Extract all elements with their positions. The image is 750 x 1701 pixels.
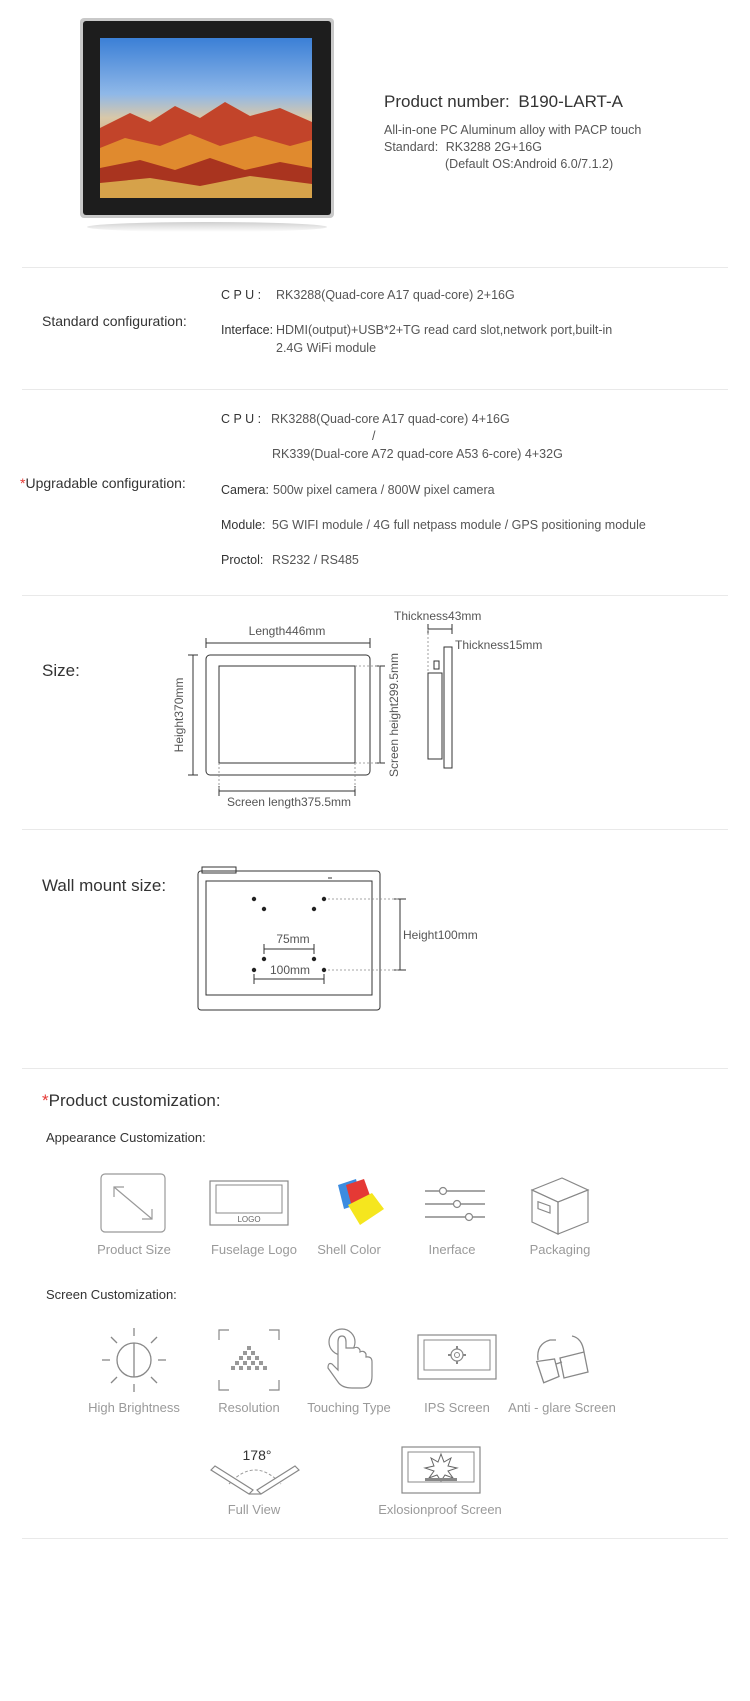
up-cpu-sep: / xyxy=(372,429,376,443)
product-number-label: Product number: xyxy=(384,92,510,111)
screen-label-high-brightness: High Brightness xyxy=(88,1400,180,1415)
divider xyxy=(22,1068,728,1069)
up-module-value: 5G WIFI module / 4G full netpass module / GPS positioning module xyxy=(272,518,646,532)
product-number xyxy=(384,92,623,112)
product-size-icon xyxy=(100,1172,168,1239)
product-number-value: B190-LART-A xyxy=(518,92,623,111)
up-proctol-label: Proctol: xyxy=(221,553,264,567)
std-cpu-value: RK3288(Quad-core A17 quad-core) 2+16G xyxy=(276,288,515,302)
appearance-label-interface: Inerface xyxy=(428,1242,476,1257)
size-diagram xyxy=(160,605,580,815)
product-image xyxy=(80,18,334,220)
screen-label-touching-type: Touching Type xyxy=(307,1400,391,1415)
up-cpu-line1: RK3288(Quad-core A17 quad-core) 4+16G xyxy=(271,412,510,426)
ips-screen-icon xyxy=(417,1334,499,1387)
std-interface-line1: HDMI(output)+USB*2+TG read card slot,network port,built-in xyxy=(276,323,613,337)
divider xyxy=(22,389,728,390)
screen-label-anti-glare: Anti - glare Screen xyxy=(508,1400,616,1415)
std-cpu-label: C P U : xyxy=(221,288,262,302)
divider xyxy=(22,1538,728,1539)
upgrade-config-title-text: Upgradable configuration: xyxy=(25,475,186,491)
appearance-label-shell-color: Shell Color xyxy=(317,1242,381,1257)
appearance-label-product-size: Product Size xyxy=(97,1242,171,1257)
wall-mount-title: Wall mount size: xyxy=(42,876,167,895)
screen-label-full-view: Full View xyxy=(227,1502,281,1517)
size-title: Size: xyxy=(42,661,80,680)
wall-mount-diagram xyxy=(190,862,510,1014)
default-os: (Default OS:Android 6.0/7.1.2) xyxy=(445,157,614,171)
full-view-icon xyxy=(209,1444,301,1503)
resolution-icon xyxy=(217,1328,281,1397)
divider xyxy=(22,267,728,268)
up-cpu-line2: RK339(Dual-core A72 quad-core A53 6-core) 4+32G xyxy=(272,447,563,461)
anti-glare-icon xyxy=(532,1330,592,1397)
interface-icon xyxy=(423,1183,489,1230)
packaging-icon xyxy=(528,1174,592,1241)
product-description: All-in-one PC Aluminum alloy with PACP touch xyxy=(384,123,642,137)
mount-75-label: 75mm xyxy=(276,932,310,946)
mount-100-label: 100mm xyxy=(269,963,311,977)
up-module-label: Module: xyxy=(221,518,266,532)
customization-title-text: Product customization: xyxy=(48,1091,221,1110)
required-asterisk: * xyxy=(20,475,26,491)
upgrade-config-title xyxy=(20,475,186,491)
height-label: Height370mm xyxy=(172,677,186,753)
std-interface-line2: 2.4G WiFi module xyxy=(276,341,377,355)
required-asterisk: * xyxy=(42,1091,49,1110)
product-standard xyxy=(384,140,542,154)
divider xyxy=(22,829,728,830)
divider xyxy=(22,595,728,596)
standard-label: Standard: xyxy=(384,140,439,154)
standard-value: RK3288 2G+16G xyxy=(445,140,542,154)
thickness-panel-label: Thickness15mm xyxy=(455,638,543,652)
explosion-proof-icon xyxy=(401,1446,483,1501)
high-brightness-icon xyxy=(100,1326,168,1399)
tablet-photo xyxy=(80,18,334,234)
appearance-label-fuselage-logo: Fuselage Logo xyxy=(210,1242,297,1257)
fuselage-logo-icon xyxy=(209,1180,291,1233)
customization-title xyxy=(42,1091,221,1111)
appearance-title: Appearance Customization: xyxy=(46,1130,206,1145)
thickness-total-label: Thickness43mm xyxy=(394,609,482,623)
screen-label-resolution: Resolution xyxy=(218,1400,280,1415)
std-interface-label: Interface: xyxy=(221,323,274,337)
standard-config-title: Standard configuration: xyxy=(42,313,187,329)
mount-height-label: Height100mm xyxy=(403,928,478,942)
angle-label: 178° xyxy=(242,1447,272,1463)
up-proctol-value: RS232 / RS485 xyxy=(272,553,359,567)
up-camera-label: Camera: xyxy=(221,483,269,497)
logo-text: LOGO xyxy=(237,1215,261,1224)
touching-type-icon xyxy=(322,1326,378,1397)
appearance-label-packaging: Packaging xyxy=(529,1242,591,1257)
screen-length-label: Screen length375.5mm xyxy=(226,795,352,809)
screen-label-ips: IPS Screen xyxy=(424,1400,490,1415)
shell-color-icon xyxy=(328,1175,388,1238)
screen-height-label: Screen height299.5mm xyxy=(387,652,401,778)
up-camera-value: 500w pixel camera / 800W pixel camera xyxy=(273,483,495,497)
screen-title: Screen Customization: xyxy=(46,1287,177,1302)
screen-label-explosion-proof: Exlosionproof Screen xyxy=(378,1502,502,1517)
up-cpu-label: C P U : xyxy=(221,412,262,426)
length-label: Length446mm xyxy=(248,624,326,638)
